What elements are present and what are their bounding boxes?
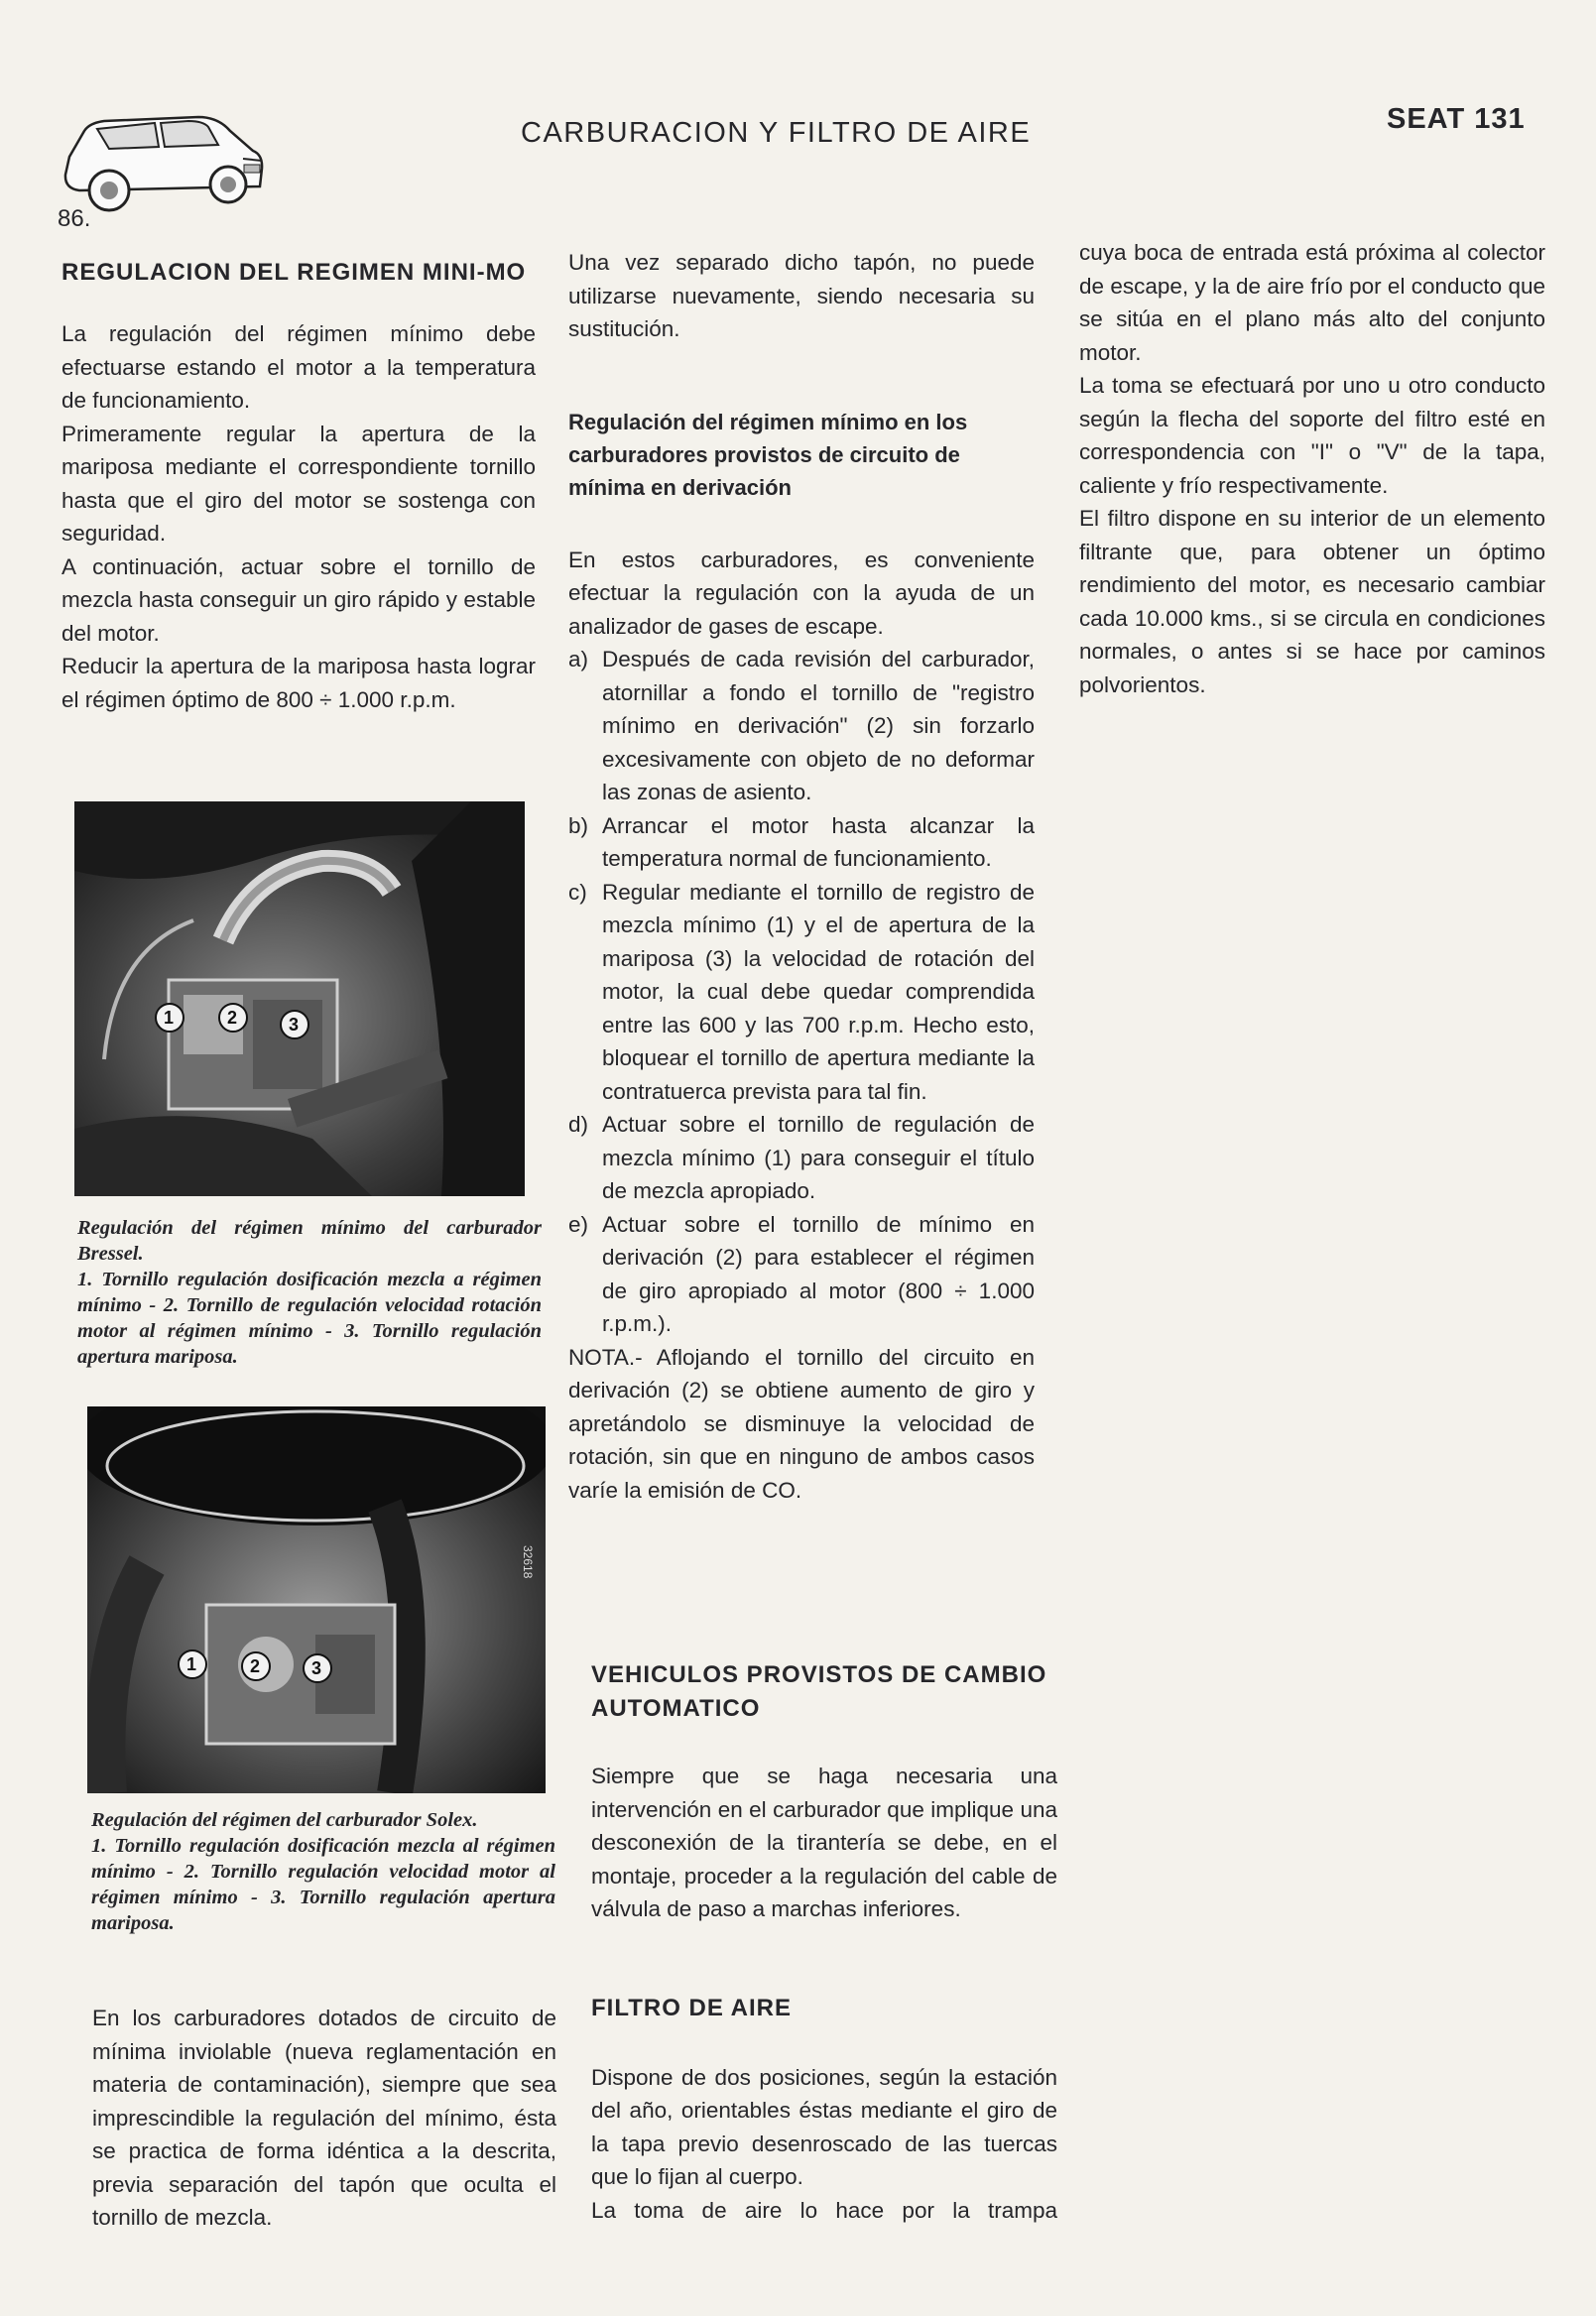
list-item: c) Regular mediante el tornillo de registro de mezcla mínimo (1) y el de apertura de la mariposa (3) la velocidad de rotación del motor, la cual debe quedar comprendida entre las 600 y las 700 r.p.m. Hecho esto, bloquear el tornillo de apertura mediante la contratuerca prevista para tal fin. xyxy=(568,879,1035,1104)
photo-code: 32618 xyxy=(521,1545,535,1579)
closing-paragraph: En los carburadores dotados de circuito de mínima inviolable (nueva reglamentación en materia de contaminación), siempre que sea imprescindible la regulación del mínimo, ésta se practica de forma idéntica a la descrita, previa separación del tapón que oculta el tornillo de mezcla. xyxy=(92,2006,556,2230)
caption-body: 1. Tornillo regulación dosificación mezcla al régimen mínimo - 2. Tornillo regulación velocidad motor al régimen mínimo - 3. Tornillo regulación apertura mariposa. xyxy=(91,1835,555,1934)
right-paragraph: La toma se efectuará por uno u otro conducto según la flecha del soporte del filtro esté en correspondencia con "I" o "V" de la tapa, caliente y frío respectivamente. xyxy=(1079,373,1545,498)
middle-paragraph: Siempre que se haga necesaria una intervención en el carburador que implique una desconexión de la tirantería se debe, en el montaje, proceder a la regulación del cable de válvula de paso a marchas inferiores. xyxy=(591,1764,1057,1921)
callout-2: 2 xyxy=(227,1008,238,1028)
middle-paragraph: La toma de aire lo hace por la trampa xyxy=(591,2197,1057,2223)
list-item: b) Arrancar el motor hasta alcanzar la temperatura normal de funcionamiento. xyxy=(568,812,1035,871)
middle-column-lower xyxy=(591,1658,1057,2227)
nota-paragraph: NOTA.- Aflojando el tornillo del circuito en derivación (2) se obtiene aumento de giro y apretándolo se disminuye la velocidad de rotación, sin que en ninguno de ambos casos varíe la emisión de CO. xyxy=(568,1344,1035,1503)
heading-regulacion: REGULACION DEL REGIMEN MINI-MO xyxy=(61,259,527,286)
callout-2: 2 xyxy=(250,1656,261,1676)
photo-carburador-solex xyxy=(87,1406,546,1793)
right-paragraph: El filtro dispone en su interior de un elemento filtrante que, para obtener un óptimo rendimiento del motor, es necesario cambiar cada 10.000 kms., si se circula en condiciones normales, o antes si se hace por caminos polvorientos. xyxy=(1079,506,1545,697)
list-item: a) Después de cada revisión del carburador, atornillar a fondo el tornillo de "registro mínimo en derivación" (2) sin forzarlo excesivamente con objeto de no deformar las zonas de asiento. xyxy=(568,647,1035,804)
middle-paragraph: Dispone de dos posiciones, según la estación del año, orientables éstas mediante el giro de la tapa previo desenroscado de las tuercas que lo fijan al cuerpo. xyxy=(591,2064,1057,2189)
callout-3: 3 xyxy=(311,1658,322,1678)
left-paragraph: Primeramente regular la apertura de la mariposa mediante el correspondiente tornillo hasta que el giro del motor se sostenga con seguridad. xyxy=(61,421,536,546)
callout-1: 1 xyxy=(164,1008,175,1028)
photo-carburador-bressel xyxy=(74,801,525,1196)
car-logo xyxy=(50,79,273,218)
middle-paragraph: En estos carburadores, es conveniente efectuar la regulación con la ayuda de un analizador de gases de escape. xyxy=(568,547,1035,639)
heading-cambio-automatico: VEHICULOS PROVISTOS DE CAMBIO AUTOMATICO xyxy=(591,1661,1047,1722)
right-column xyxy=(1079,236,1545,701)
left-closing xyxy=(92,2002,556,2235)
right-paragraph: cuya boca de entrada está próxima al colector de escape, y la de aire frío por el conducto que se sitúa en el plano más alto del conjunto motor. xyxy=(1079,240,1545,365)
callout-markers xyxy=(74,801,525,1196)
caption-bressel xyxy=(77,1215,542,1370)
section-title: CARBURACION Y FILTRO DE AIRE xyxy=(521,117,1032,149)
caption-title: Regulación del régimen mínimo del carburador Bressel. xyxy=(77,1217,542,1265)
heading-filtro-aire: FILTRO DE AIRE xyxy=(591,1994,792,2021)
callout-1: 1 xyxy=(186,1654,197,1674)
caption-body: 1. Tornillo regulación dosificación mezcla a régimen mínimo - 2. Tornillo de regulación velocidad rotación motor al régimen mínimo - 3. Tornillo regulación apertura mariposa. xyxy=(77,1269,542,1368)
middle-intro: Una vez separado dicho tapón, no puede utilizarse nuevamente, siendo necesaria su sustitución. xyxy=(568,250,1035,341)
page-number: 86. xyxy=(58,205,91,232)
left-paragraph: Reducir la apertura de la mariposa hasta lograr el régimen óptimo de 800 ÷ 1.000 r.p.m. xyxy=(61,654,536,712)
list-item: e) Actuar sobre el tornillo de mínimo en derivación (2) para establecer el régimen de giro apropiado al motor (800 ÷ 1.000 r.p.m.). xyxy=(568,1211,1035,1336)
subheading-derivacion: Regulación del régimen mínimo en los carburadores provistos de circuito de mínima en derivación xyxy=(568,409,968,500)
left-column xyxy=(61,256,536,716)
list-item: d) Actuar sobre el tornillo de regulación de mezcla mínimo (1) para conseguir el título de mezcla apropiado. xyxy=(568,1112,1035,1203)
middle-column xyxy=(568,246,1035,1507)
callout-markers xyxy=(87,1406,546,1793)
caption-solex xyxy=(91,1807,555,1936)
callout-3: 3 xyxy=(289,1015,300,1035)
left-paragraph: La regulación del régimen mínimo debe efectuarse estando el motor a la temperatura de funcionamiento. xyxy=(61,321,536,413)
brand-page-label: SEAT 131 xyxy=(1387,103,1526,135)
left-paragraph: A continuación, actuar sobre el tornillo de mezcla hasta conseguir un giro rápido y estable del motor. xyxy=(61,553,536,646)
caption-title: Regulación del régimen del carburador Solex. xyxy=(91,1809,478,1831)
